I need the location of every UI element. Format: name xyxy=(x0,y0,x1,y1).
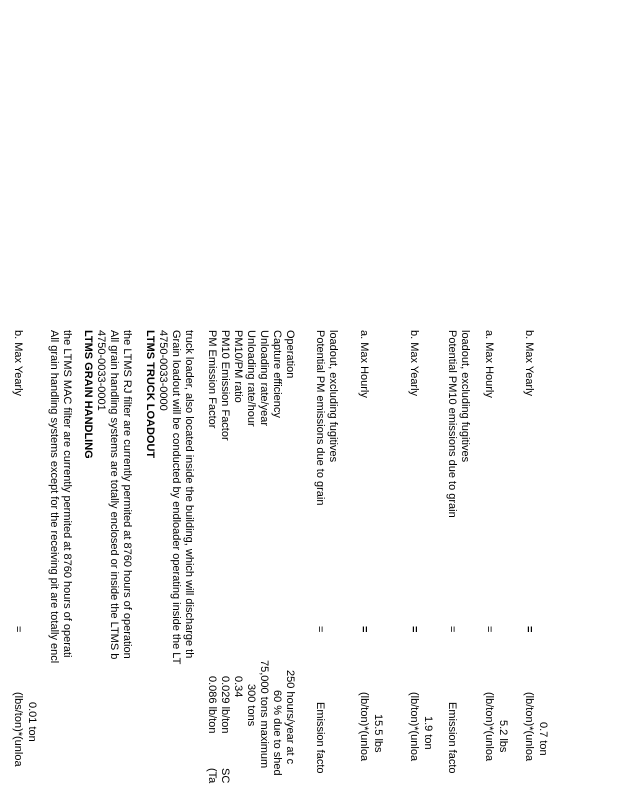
handling-line2: the LTMS RJ filter are currently permited at 8760 hours of operation xyxy=(121,330,133,659)
truck-line1: Grain loadout will be conducted by endloader operating inside the LT xyxy=(170,330,182,665)
pm10-title-line1: Potential PM10 emissions due to grain xyxy=(446,330,458,518)
pm-b-value: 1.9 ton xyxy=(422,716,434,750)
param-label: Operation xyxy=(284,330,296,379)
param-value: 75,000 tons maximum xyxy=(258,660,270,769)
pm-title-line2: loadout, excluding fugitives xyxy=(327,330,339,463)
truck-title: LTMS TRUCK LOADOUT xyxy=(144,330,156,459)
param-label: Capture efficiency xyxy=(271,330,283,418)
pm10-b-label: b. Max Yearly xyxy=(523,330,535,397)
param-label: PM Emission Factor xyxy=(206,330,218,429)
pm-title-line1: Potential PM emissions due to grain xyxy=(314,330,326,506)
param-label: Unloading rate/year xyxy=(258,330,270,427)
param-label: PM10/PM ratio xyxy=(232,330,244,403)
param-extra: SC xyxy=(219,768,231,784)
handling-title: LTMS GRAIN HANDLING xyxy=(82,330,94,459)
param-extra: (Ta xyxy=(206,768,218,784)
pm10-equals: = xyxy=(446,626,458,633)
pm10-title-rhs: Emission facto xyxy=(446,702,458,774)
pm-a-label: a. Max Hourly xyxy=(358,330,370,398)
handling-line1: All grain handling systems are totally enclosed or inside the LTMS b xyxy=(108,330,120,660)
pm10-b-equals: = xyxy=(523,626,535,633)
pm-a-value: 15.5 lbs xyxy=(372,714,384,753)
truck-line2: truck loader, also located inside the building, which will discharge th xyxy=(183,330,195,659)
pm10-a-expr: (lb/ton)*(unloa xyxy=(483,692,495,762)
param-value: 0.34 xyxy=(232,676,244,698)
pm-title-rhs: Emission facto xyxy=(314,702,326,774)
pm-equals: = xyxy=(314,626,326,633)
pm10-a-value: 5.2 lbs xyxy=(497,720,509,753)
para1-line1: All grain handling systems except for the receiving pit are totally encl xyxy=(48,330,60,664)
pm-a-equals: = xyxy=(358,626,370,633)
handling-id: 4750-0033-0001 xyxy=(95,330,107,411)
truck-id: 4750-0033-0000 xyxy=(157,330,169,411)
param-value: 300 tons xyxy=(245,684,257,727)
pm-b-equals: = xyxy=(408,626,420,633)
pm10-title-line2: loadout, excluding fugitives xyxy=(459,330,471,463)
pm-b-label: b. Max Yearly xyxy=(408,330,420,397)
param-label: PM10 Emission Factor xyxy=(219,330,231,441)
pm10-a-label: a. Max Hourly xyxy=(483,330,495,398)
param-value: 250 hours/year at c xyxy=(284,670,296,765)
top-equals: = xyxy=(12,626,24,633)
pm10-b-value: 0.7 ton xyxy=(537,722,549,756)
rotated-document xyxy=(0,330,618,800)
param-value: 0.029 lb/ton xyxy=(219,676,231,734)
param-value: 60 % due to shed xyxy=(271,690,283,776)
pm-a-expr: (lb/ton)*(unloa xyxy=(358,692,370,762)
top-expr: (lbs/ton)*(unloa xyxy=(12,692,24,767)
param-label: Unloading rate/hour xyxy=(245,330,257,427)
top-item-label: b. Max Yearly xyxy=(12,330,24,397)
pm10-b-expr: (lb/ton)*(unloa xyxy=(523,692,535,762)
top-value: 0.01 ton xyxy=(26,702,38,742)
para1-line2: the LTMS MAC filter are currently permited at 8760 hours of operati xyxy=(61,330,73,658)
pm-b-expr: (lb/ton)*(unloa xyxy=(408,692,420,762)
param-value: 0.086 lb/ton xyxy=(206,676,218,734)
pm10-a-equals: = xyxy=(483,626,495,633)
